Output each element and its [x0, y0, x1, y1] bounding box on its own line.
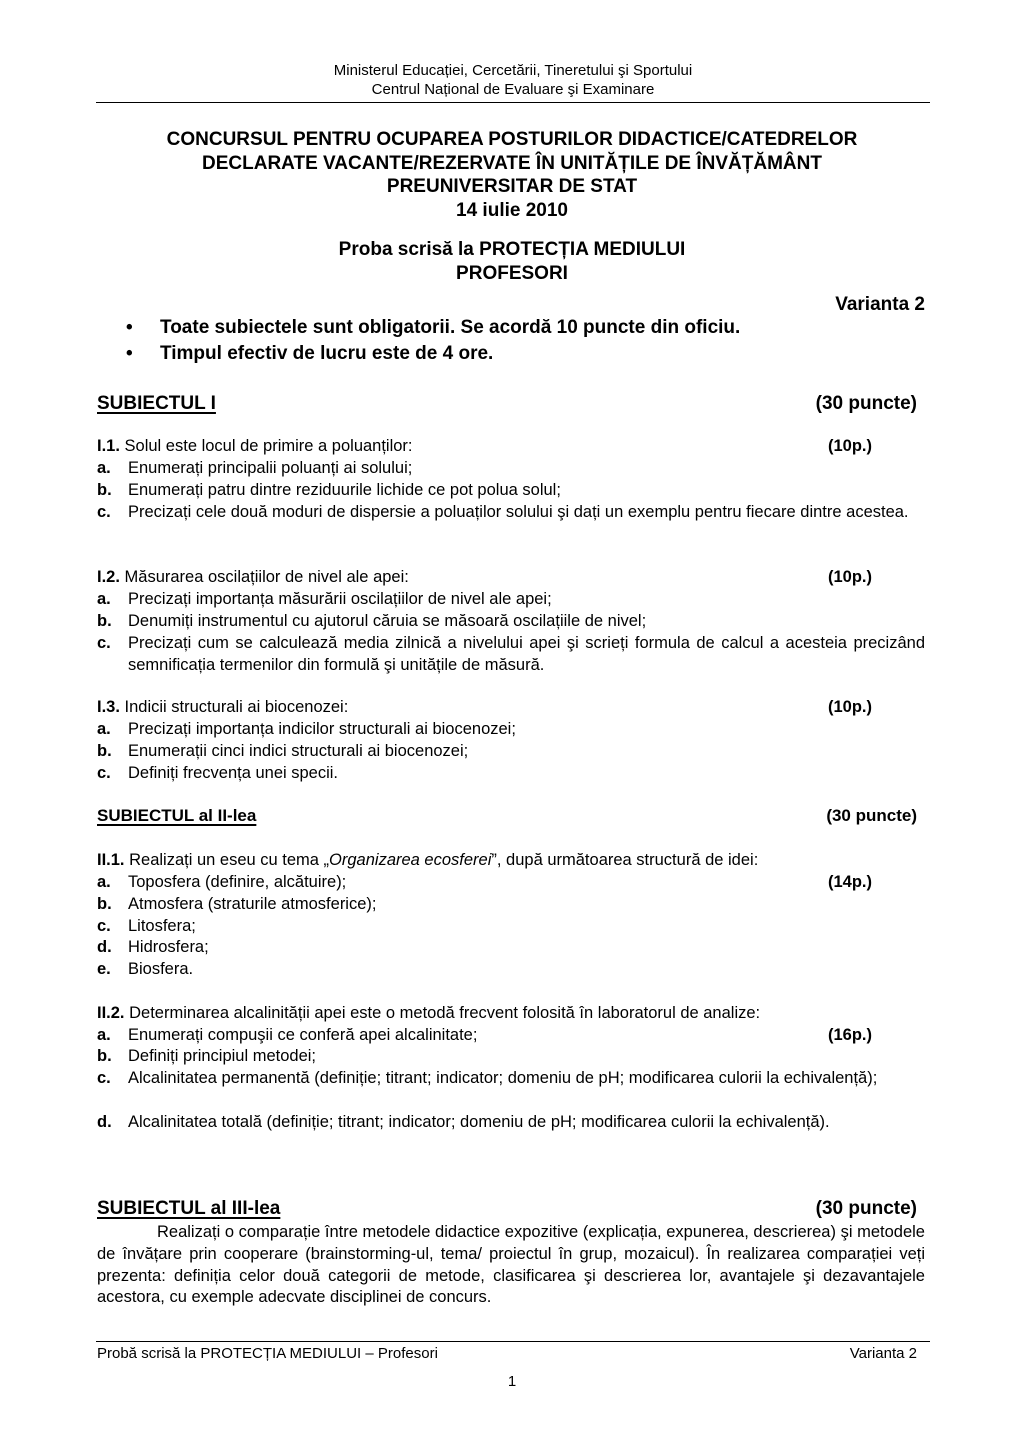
item-text: Litosfera;	[128, 917, 196, 935]
footer-divider	[96, 1341, 930, 1342]
question-text-end: ”, după următoarea structură de idei:	[491, 851, 759, 869]
item-i3-a	[97, 719, 925, 741]
item-letter: a.	[97, 720, 111, 738]
question-points: (16p.)	[828, 1026, 873, 1044]
question-label: I.1.	[97, 437, 120, 455]
item-ii2-d	[97, 1112, 925, 1134]
question-text: Solul este locul de primire a poluanților:	[124, 437, 413, 455]
section-points: (30 puncte)	[815, 1198, 917, 1219]
exam-date: 14 iulie 2010	[456, 199, 568, 221]
section-3-text: Realizați o comparație între metodele didactice expozitive (explicația, expunerea, descrierea) şi metodele de învățare prin cooperare (brainstorming-ul, tema/ proiectul în grup, mozaicul). În realizarea comparației veți prezenta: definiția celor două categorii de metode, clasificarea şi descrierea lor, avantajele şi dezavantajele acestora, cu exemple adecvate disciplinei de concurs.	[97, 1223, 925, 1307]
essay-topic: Organizarea ecosferei	[329, 851, 492, 869]
item-ii1-a	[97, 872, 925, 894]
item-text: Precizați importanța indicilor structurali ai biocenozei;	[128, 720, 516, 738]
item-text: Precizați cum se calculează media zilnică a nivelului apei şi scrieți formula de calcul a acesteia precizând semnificația termenilor din formulă şi unitățile de măsură.	[128, 634, 925, 674]
item-ii2-b	[97, 1046, 925, 1068]
item-ii2-c	[97, 1068, 925, 1090]
item-letter: b.	[97, 1047, 112, 1065]
section-2-header	[97, 806, 917, 826]
instruction-text: Timpul efectiv de lucru este de 4 ore.	[160, 343, 494, 364]
item-i2-c	[97, 633, 925, 677]
question-i1	[97, 436, 925, 458]
footer-right: Varianta 2	[849, 1345, 917, 1362]
section-1-header	[97, 393, 917, 415]
header-divider	[96, 102, 930, 103]
item-i2-b	[97, 611, 925, 633]
item-text: Enumerați principalii poluanți ai solului;	[128, 459, 413, 477]
item-letter: b.	[97, 742, 112, 760]
section-points: (30 puncte)	[826, 806, 917, 825]
section-3-header	[97, 1198, 917, 1220]
item-text: Enumerați patru dintre reziduurile lichide ce pot polua solul;	[128, 481, 561, 499]
question-points: (10p.)	[828, 568, 873, 586]
item-text: Precizați importanța măsurării oscilațiilor de nivel ale apei;	[128, 590, 552, 608]
item-text: Alcalinitatea permanentă (definiție; titrant; indicator; domeniu de pH; modificarea culorii la echivalență);	[128, 1069, 878, 1087]
question-label: II.2.	[97, 1004, 125, 1022]
footer-left: Probă scrisă la PROTECȚIA MEDIULUI – Profesori	[97, 1345, 438, 1362]
item-ii1-c	[97, 916, 925, 938]
question-label: II.1.	[97, 851, 125, 869]
item-letter: b.	[97, 895, 112, 913]
item-letter: c.	[97, 503, 111, 521]
item-text: Hidrosfera;	[128, 938, 209, 956]
item-i1-a	[97, 458, 925, 480]
exam-subject: Proba scrisă la PROTECȚIA MEDIULUI	[338, 239, 686, 260]
page-number: 1	[507, 1373, 517, 1390]
item-ii1-b	[97, 894, 925, 916]
item-i3-b	[97, 741, 925, 763]
exam-audience: PROFESORI	[456, 262, 568, 284]
item-letter: c.	[97, 764, 111, 782]
item-text: Denumiți instrumentul cu ajutorul căruia se măsoară oscilațiile de nivel;	[128, 612, 647, 630]
question-text: Măsurarea oscilațiilor de nivel ale apei:	[124, 568, 409, 586]
section-points: (30 puncte)	[815, 393, 917, 414]
title-line-3: PREUNIVERSITAR DE STAT	[386, 176, 638, 197]
item-ii1-e	[97, 959, 925, 981]
exam-title	[60, 128, 964, 285]
question-label: I.3.	[97, 698, 120, 716]
bullet-icon: •	[126, 317, 133, 338]
item-i1-c	[97, 502, 925, 524]
question-i2	[97, 567, 925, 589]
item-letter: c.	[97, 1069, 111, 1087]
item-i1-b	[97, 480, 925, 502]
item-text: Enumerații cinci indici structurali ai biocenozei;	[128, 742, 469, 760]
question-text: Determinarea alcalinității apei este o metodă frecvent folosită în laboratorul de analize:	[129, 1004, 761, 1022]
ministry-name: Ministerul Educației, Cercetării, Tineretului şi Sportului	[333, 62, 693, 79]
instruction-bullet	[126, 343, 493, 365]
title-line-1: CONCURSUL PENTRU OCUPAREA POSTURILOR DIDACTICE/CATEDRELOR	[166, 129, 858, 150]
item-letter: b.	[97, 481, 112, 499]
item-letter: d.	[97, 938, 112, 956]
item-letter: b.	[97, 612, 112, 630]
question-text: Indicii structurali ai biocenozei:	[124, 698, 349, 716]
item-text: Biosfera.	[128, 960, 194, 978]
question-points: (10p.)	[828, 437, 873, 455]
item-letter: a.	[97, 590, 111, 608]
item-text: Definiți principiul metodei;	[128, 1047, 317, 1065]
question-text: Realizați un eseu cu tema „	[129, 851, 330, 869]
item-letter: a.	[97, 459, 111, 477]
item-letter: c.	[97, 917, 111, 935]
item-ii2-a	[97, 1025, 925, 1047]
center-name: Centrul Național de Evaluare şi Examinare	[371, 81, 655, 98]
question-ii2	[97, 1003, 925, 1025]
question-label: I.2.	[97, 568, 120, 586]
section-title: SUBIECTUL al III-lea	[97, 1198, 281, 1219]
question-points: (14p.)	[828, 873, 873, 891]
question-i3	[97, 697, 925, 719]
instruction-bullet	[126, 317, 740, 339]
section-title: SUBIECTUL I	[97, 393, 216, 414]
item-i3-c	[97, 763, 925, 785]
item-text: Definiți frecvența unei specii.	[128, 764, 339, 782]
instruction-text: Toate subiectele sunt obligatorii. Se acordă 10 puncte din oficiu.	[160, 317, 741, 338]
item-text: Alcalinitatea totală (definiție; titrant; indicator; domeniu de pH; modificarea culorii la echivalență).	[128, 1113, 830, 1131]
item-text: Enumerați compuşii ce conferă apei alcalinitate;	[128, 1026, 478, 1044]
item-letter: d.	[97, 1113, 112, 1131]
item-text: Atmosfera (straturile atmosferice);	[128, 895, 377, 913]
item-letter: a.	[97, 1026, 111, 1044]
item-letter: e.	[97, 960, 111, 978]
title-line-2: DECLARATE VACANTE/REZERVATE ÎN UNITĂȚILE DE ÎNVĂȚĂMÂNT	[202, 152, 822, 174]
variant-label: Varianta 2	[835, 294, 925, 315]
item-i2-a	[97, 589, 925, 611]
item-text: Toposfera (definire, alcătuire);	[128, 873, 347, 891]
ministry-header	[96, 61, 930, 99]
question-points: (10p.)	[828, 698, 873, 716]
item-ii1-d	[97, 937, 925, 959]
item-letter: a.	[97, 873, 111, 891]
question-ii1	[97, 850, 925, 872]
section-title: SUBIECTUL al II-lea	[97, 806, 257, 825]
item-letter: c.	[97, 634, 111, 652]
bullet-icon: •	[126, 343, 133, 364]
item-text: Precizați cele două moduri de dispersie a poluaților solului şi dați un exemplu pentru fiecare dintre acestea.	[128, 503, 909, 521]
